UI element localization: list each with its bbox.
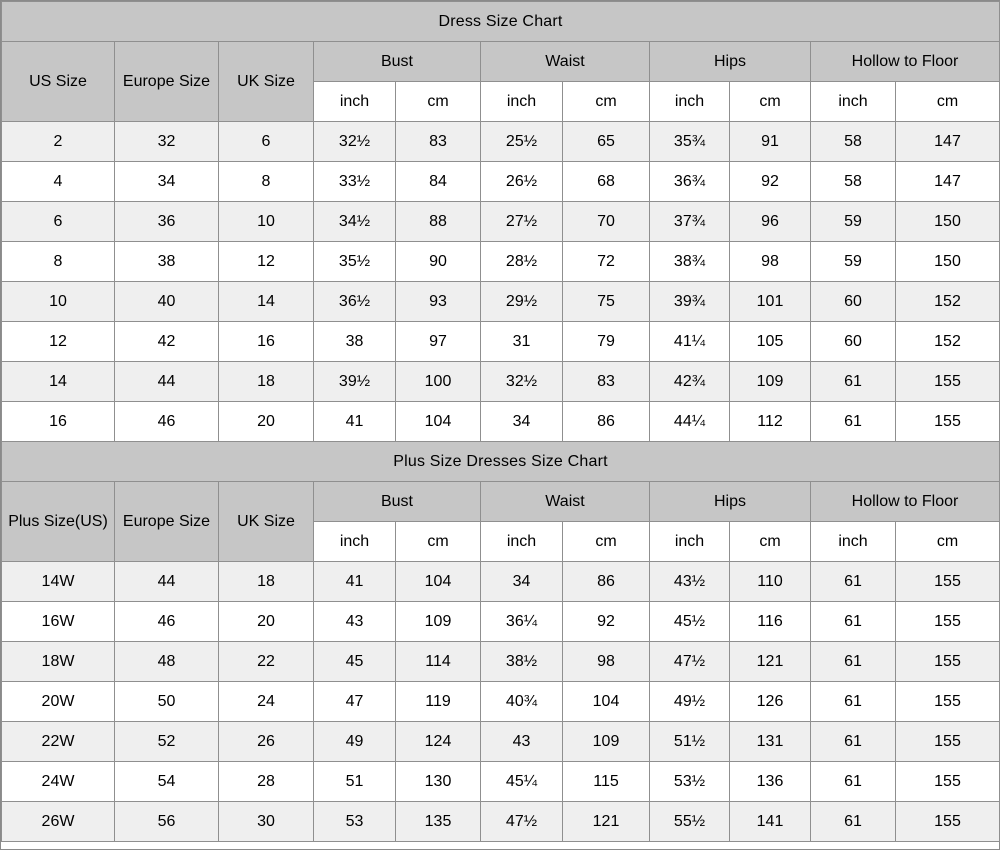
cell-europe-size: 46 xyxy=(115,402,219,442)
cell-uk-size: 10 xyxy=(219,202,314,242)
cell-uk-size: 18 xyxy=(219,362,314,402)
cell-bust-inch: 49 xyxy=(314,722,396,762)
unit-bust-inch: inch xyxy=(314,522,396,562)
cell-waist-cm: 92 xyxy=(563,602,650,642)
cell-hips-inch: 39¾ xyxy=(650,282,730,322)
cell-hollow-inch: 59 xyxy=(811,242,896,282)
table-row xyxy=(2,322,1000,362)
cell-waist-cm: 72 xyxy=(563,242,650,282)
unit-hollow-cm: cm xyxy=(896,522,1000,562)
cell-hollow-cm: 155 xyxy=(896,722,1000,762)
unit-hollow-inch: inch xyxy=(811,522,896,562)
chart-title-row xyxy=(2,2,1000,42)
cell-bust-inch: 41 xyxy=(314,562,396,602)
cell-hips-inch: 53½ xyxy=(650,762,730,802)
unit-waist-cm: cm xyxy=(563,82,650,122)
cell-europe-size: 46 xyxy=(115,602,219,642)
table-row xyxy=(2,802,1000,842)
cell-uk-size: 28 xyxy=(219,762,314,802)
cell-waist-cm: 121 xyxy=(563,802,650,842)
cell-us-size: 10 xyxy=(2,282,115,322)
cell-hollow-inch: 59 xyxy=(811,202,896,242)
cell-bust-cm: 88 xyxy=(396,202,481,242)
cell-hips-inch: 36¾ xyxy=(650,162,730,202)
table-row xyxy=(2,722,1000,762)
cell-uk-size: 16 xyxy=(219,322,314,362)
cell-plus-size: 18W xyxy=(2,642,115,682)
unit-bust-inch: inch xyxy=(314,82,396,122)
table-row xyxy=(2,242,1000,282)
header-europe-size: Europe Size xyxy=(115,482,219,562)
cell-us-size: 6 xyxy=(2,202,115,242)
cell-hips-inch: 44¼ xyxy=(650,402,730,442)
chart-title-row xyxy=(2,442,1000,482)
cell-waist-inch: 43 xyxy=(481,722,563,762)
page-title-plus: Plus Size Dresses Size Chart xyxy=(2,442,1000,482)
cell-hollow-cm: 152 xyxy=(896,322,1000,362)
cell-uk-size: 14 xyxy=(219,282,314,322)
cell-hips-inch: 38¾ xyxy=(650,242,730,282)
cell-plus-size: 26W xyxy=(2,802,115,842)
cell-bust-cm: 104 xyxy=(396,562,481,602)
unit-waist-inch: inch xyxy=(481,82,563,122)
cell-hollow-inch: 58 xyxy=(811,122,896,162)
cell-hollow-cm: 155 xyxy=(896,762,1000,802)
column-header-row xyxy=(2,42,1000,82)
cell-waist-inch: 31 xyxy=(481,322,563,362)
cell-hollow-cm: 155 xyxy=(896,402,1000,442)
cell-europe-size: 50 xyxy=(115,682,219,722)
cell-bust-cm: 97 xyxy=(396,322,481,362)
cell-bust-cm: 83 xyxy=(396,122,481,162)
header-waist: Waist xyxy=(481,482,650,522)
cell-hollow-inch: 61 xyxy=(811,722,896,762)
unit-waist-cm: cm xyxy=(563,522,650,562)
cell-hollow-cm: 147 xyxy=(896,162,1000,202)
table-row xyxy=(2,202,1000,242)
cell-hips-cm: 126 xyxy=(730,682,811,722)
cell-europe-size: 34 xyxy=(115,162,219,202)
cell-hips-cm: 101 xyxy=(730,282,811,322)
cell-hips-inch: 42¾ xyxy=(650,362,730,402)
cell-hips-cm: 91 xyxy=(730,122,811,162)
cell-hips-inch: 47½ xyxy=(650,642,730,682)
cell-uk-size: 18 xyxy=(219,562,314,602)
cell-waist-cm: 79 xyxy=(563,322,650,362)
cell-waist-inch: 26½ xyxy=(481,162,563,202)
cell-waist-cm: 98 xyxy=(563,642,650,682)
cell-hollow-cm: 147 xyxy=(896,122,1000,162)
cell-us-size: 12 xyxy=(2,322,115,362)
cell-us-size: 14 xyxy=(2,362,115,402)
unit-hollow-inch: inch xyxy=(811,82,896,122)
cell-waist-cm: 115 xyxy=(563,762,650,802)
table-row xyxy=(2,122,1000,162)
cell-plus-size: 14W xyxy=(2,562,115,602)
unit-hips-inch: inch xyxy=(650,82,730,122)
cell-hips-cm: 96 xyxy=(730,202,811,242)
cell-waist-cm: 104 xyxy=(563,682,650,722)
cell-hollow-inch: 61 xyxy=(811,642,896,682)
cell-bust-cm: 114 xyxy=(396,642,481,682)
cell-bust-inch: 43 xyxy=(314,602,396,642)
cell-hips-inch: 49½ xyxy=(650,682,730,722)
cell-plus-size: 20W xyxy=(2,682,115,722)
cell-bust-cm: 84 xyxy=(396,162,481,202)
cell-hollow-cm: 155 xyxy=(896,362,1000,402)
cell-uk-size: 20 xyxy=(219,402,314,442)
cell-hips-cm: 112 xyxy=(730,402,811,442)
cell-bust-cm: 119 xyxy=(396,682,481,722)
cell-bust-inch: 36½ xyxy=(314,282,396,322)
cell-europe-size: 54 xyxy=(115,762,219,802)
cell-hollow-inch: 61 xyxy=(811,802,896,842)
cell-europe-size: 48 xyxy=(115,642,219,682)
unit-hips-inch: inch xyxy=(650,522,730,562)
cell-hollow-cm: 152 xyxy=(896,282,1000,322)
cell-waist-cm: 65 xyxy=(563,122,650,162)
cell-waist-inch: 40¾ xyxy=(481,682,563,722)
dress-size-chart-table xyxy=(1,1,1000,842)
cell-bust-inch: 41 xyxy=(314,402,396,442)
cell-bust-cm: 104 xyxy=(396,402,481,442)
header-bust: Bust xyxy=(314,482,481,522)
cell-plus-size: 22W xyxy=(2,722,115,762)
header-bust: Bust xyxy=(314,42,481,82)
cell-bust-inch: 32½ xyxy=(314,122,396,162)
cell-hips-inch: 37¾ xyxy=(650,202,730,242)
cell-uk-size: 20 xyxy=(219,602,314,642)
cell-bust-cm: 109 xyxy=(396,602,481,642)
cell-hollow-cm: 155 xyxy=(896,682,1000,722)
cell-hollow-cm: 155 xyxy=(896,802,1000,842)
cell-uk-size: 12 xyxy=(219,242,314,282)
cell-bust-cm: 100 xyxy=(396,362,481,402)
table-row xyxy=(2,282,1000,322)
cell-us-size: 8 xyxy=(2,242,115,282)
cell-waist-inch: 28½ xyxy=(481,242,563,282)
cell-europe-size: 32 xyxy=(115,122,219,162)
cell-waist-cm: 68 xyxy=(563,162,650,202)
header-hollow-to-floor: Hollow to Floor xyxy=(811,482,1000,522)
table-row xyxy=(2,562,1000,602)
cell-waist-cm: 86 xyxy=(563,562,650,602)
cell-europe-size: 44 xyxy=(115,362,219,402)
cell-bust-cm: 124 xyxy=(396,722,481,762)
cell-hollow-cm: 150 xyxy=(896,202,1000,242)
cell-uk-size: 8 xyxy=(219,162,314,202)
unit-waist-inch: inch xyxy=(481,522,563,562)
cell-uk-size: 30 xyxy=(219,802,314,842)
cell-bust-cm: 135 xyxy=(396,802,481,842)
cell-bust-inch: 47 xyxy=(314,682,396,722)
cell-hollow-inch: 58 xyxy=(811,162,896,202)
header-uk-size: UK Size xyxy=(219,482,314,562)
cell-bust-inch: 39½ xyxy=(314,362,396,402)
cell-hollow-inch: 61 xyxy=(811,562,896,602)
cell-europe-size: 42 xyxy=(115,322,219,362)
cell-hollow-inch: 61 xyxy=(811,402,896,442)
cell-waist-cm: 83 xyxy=(563,362,650,402)
table-row xyxy=(2,642,1000,682)
unit-hollow-cm: cm xyxy=(896,82,1000,122)
cell-europe-size: 52 xyxy=(115,722,219,762)
cell-waist-inch: 29½ xyxy=(481,282,563,322)
table-row xyxy=(2,762,1000,802)
table-row xyxy=(2,362,1000,402)
cell-uk-size: 24 xyxy=(219,682,314,722)
cell-hollow-inch: 61 xyxy=(811,362,896,402)
cell-bust-inch: 35½ xyxy=(314,242,396,282)
cell-us-size: 16 xyxy=(2,402,115,442)
unit-hips-cm: cm xyxy=(730,82,811,122)
header-waist: Waist xyxy=(481,42,650,82)
cell-europe-size: 36 xyxy=(115,202,219,242)
cell-plus-size: 24W xyxy=(2,762,115,802)
cell-bust-inch: 34½ xyxy=(314,202,396,242)
cell-hips-inch: 35¾ xyxy=(650,122,730,162)
cell-hips-cm: 98 xyxy=(730,242,811,282)
cell-hips-inch: 55½ xyxy=(650,802,730,842)
cell-hips-cm: 131 xyxy=(730,722,811,762)
cell-hips-cm: 105 xyxy=(730,322,811,362)
cell-hollow-inch: 61 xyxy=(811,602,896,642)
cell-europe-size: 40 xyxy=(115,282,219,322)
cell-waist-inch: 25½ xyxy=(481,122,563,162)
cell-hips-inch: 43½ xyxy=(650,562,730,602)
cell-hollow-cm: 155 xyxy=(896,602,1000,642)
header-hips: Hips xyxy=(650,482,811,522)
table-row xyxy=(2,162,1000,202)
cell-bust-cm: 130 xyxy=(396,762,481,802)
cell-hips-cm: 92 xyxy=(730,162,811,202)
header-plus-size-us: Plus Size(US) xyxy=(2,482,115,562)
unit-hips-cm: cm xyxy=(730,522,811,562)
header-hollow-to-floor: Hollow to Floor xyxy=(811,42,1000,82)
header-hips: Hips xyxy=(650,42,811,82)
unit-bust-cm: cm xyxy=(396,522,481,562)
table-row xyxy=(2,602,1000,642)
cell-hips-cm: 109 xyxy=(730,362,811,402)
cell-waist-cm: 86 xyxy=(563,402,650,442)
cell-hollow-inch: 60 xyxy=(811,322,896,362)
table-row xyxy=(2,682,1000,722)
cell-waist-inch: 45¼ xyxy=(481,762,563,802)
cell-waist-inch: 38½ xyxy=(481,642,563,682)
cell-hollow-cm: 155 xyxy=(896,562,1000,602)
cell-hips-inch: 51½ xyxy=(650,722,730,762)
cell-bust-inch: 51 xyxy=(314,762,396,802)
cell-waist-inch: 27½ xyxy=(481,202,563,242)
cell-hips-cm: 116 xyxy=(730,602,811,642)
cell-waist-inch: 34 xyxy=(481,562,563,602)
cell-us-size: 2 xyxy=(2,122,115,162)
cell-hips-cm: 136 xyxy=(730,762,811,802)
cell-hips-inch: 41¼ xyxy=(650,322,730,362)
cell-bust-cm: 90 xyxy=(396,242,481,282)
cell-us-size: 4 xyxy=(2,162,115,202)
cell-bust-cm: 93 xyxy=(396,282,481,322)
cell-waist-cm: 109 xyxy=(563,722,650,762)
column-header-row xyxy=(2,482,1000,522)
cell-hips-cm: 110 xyxy=(730,562,811,602)
cell-hollow-cm: 150 xyxy=(896,242,1000,282)
unit-bust-cm: cm xyxy=(396,82,481,122)
cell-uk-size: 6 xyxy=(219,122,314,162)
cell-bust-inch: 38 xyxy=(314,322,396,362)
cell-hollow-inch: 60 xyxy=(811,282,896,322)
header-uk-size: UK Size xyxy=(219,42,314,122)
cell-waist-inch: 34 xyxy=(481,402,563,442)
table-row xyxy=(2,402,1000,442)
cell-hips-cm: 121 xyxy=(730,642,811,682)
cell-waist-inch: 36¼ xyxy=(481,602,563,642)
cell-waist-cm: 75 xyxy=(563,282,650,322)
header-us-size: US Size xyxy=(2,42,115,122)
cell-uk-size: 22 xyxy=(219,642,314,682)
cell-bust-inch: 53 xyxy=(314,802,396,842)
cell-waist-inch: 32½ xyxy=(481,362,563,402)
cell-bust-inch: 33½ xyxy=(314,162,396,202)
cell-bust-inch: 45 xyxy=(314,642,396,682)
cell-plus-size: 16W xyxy=(2,602,115,642)
cell-hollow-inch: 61 xyxy=(811,762,896,802)
cell-hollow-cm: 155 xyxy=(896,642,1000,682)
page-title: Dress Size Chart xyxy=(2,2,1000,42)
cell-hips-inch: 45½ xyxy=(650,602,730,642)
cell-waist-inch: 47½ xyxy=(481,802,563,842)
cell-europe-size: 44 xyxy=(115,562,219,602)
cell-europe-size: 38 xyxy=(115,242,219,282)
header-europe-size: Europe Size xyxy=(115,42,219,122)
cell-waist-cm: 70 xyxy=(563,202,650,242)
cell-hips-cm: 141 xyxy=(730,802,811,842)
cell-hollow-inch: 61 xyxy=(811,682,896,722)
cell-europe-size: 56 xyxy=(115,802,219,842)
cell-uk-size: 26 xyxy=(219,722,314,762)
